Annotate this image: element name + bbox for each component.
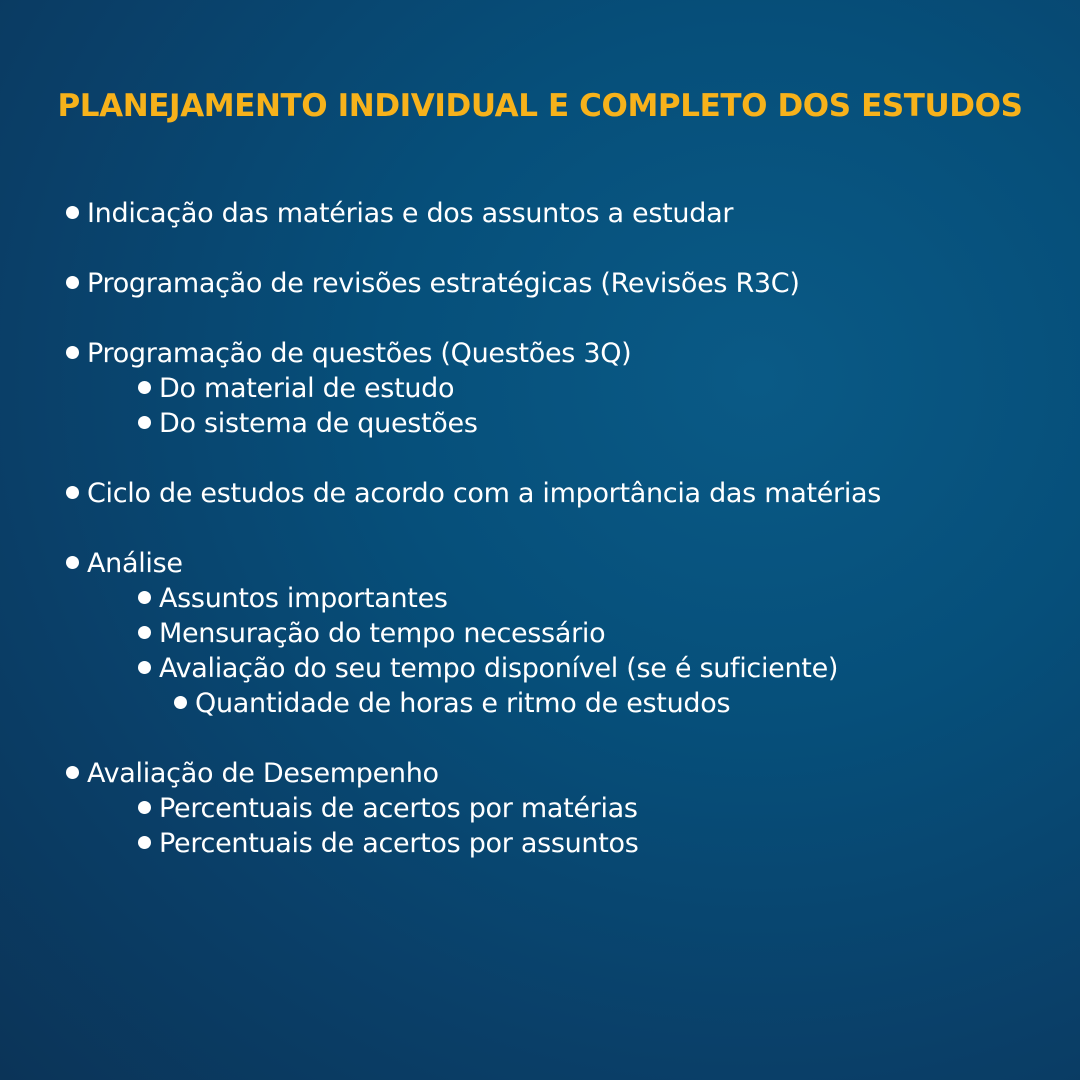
bullet-icon <box>138 801 151 814</box>
sub-list-item-text: Percentuais de acertos por matérias <box>159 793 638 824</box>
sub-list-item <box>66 616 1056 651</box>
sub-list-item <box>66 581 1056 616</box>
sub-list-item-text: Do sistema de questões <box>159 408 478 439</box>
bullet-icon <box>174 696 187 709</box>
sub-list-item <box>66 651 1056 686</box>
study-plan-list <box>66 196 1056 861</box>
sub-sub-list-item <box>66 686 1056 721</box>
sub-list-item <box>66 371 1056 406</box>
bullet-icon <box>66 346 79 359</box>
list-item-text: Programação de questões (Questões 3Q) <box>87 338 632 369</box>
list-item-text: Ciclo de estudos de acordo com a importância das matérias <box>87 478 882 509</box>
list-item <box>66 546 1056 581</box>
bullet-icon <box>66 206 79 219</box>
sub-list-item-text: Assuntos importantes <box>159 583 448 614</box>
sub-list-item <box>66 406 1056 441</box>
list-item <box>66 476 1056 511</box>
bullet-icon <box>66 276 79 289</box>
sub-sub-list-item-text: Quantidade de horas e ritmo de estudos <box>195 688 731 719</box>
list-item <box>66 266 1056 301</box>
bullet-icon <box>138 661 151 674</box>
list-item-text: Programação de revisões estratégicas (Revisões R3C) <box>87 268 800 299</box>
list-item <box>66 196 1056 231</box>
sub-list-item-text: Do material de estudo <box>159 373 455 404</box>
list-item-text: Análise <box>87 548 183 579</box>
sub-list-item-text: Mensuração do tempo necessário <box>159 618 606 649</box>
list-item-text: Indicação das matérias e dos assuntos a estudar <box>87 198 734 229</box>
page-title: PLANEJAMENTO INDIVIDUAL E COMPLETO DOS ESTUDOS <box>57 88 1023 124</box>
list-item <box>66 756 1056 791</box>
sub-list-item-text: Percentuais de acertos por assuntos <box>159 828 639 859</box>
bullet-icon <box>138 381 151 394</box>
sub-list-item-text: Avaliação do seu tempo disponível (se é suficiente) <box>159 653 839 684</box>
list-item-text: Avaliação de Desempenho <box>87 758 439 789</box>
bullet-icon <box>138 626 151 639</box>
bullet-icon <box>66 556 79 569</box>
bullet-icon <box>138 836 151 849</box>
bullet-icon <box>138 591 151 604</box>
sub-list-item <box>66 791 1056 826</box>
bullet-icon <box>66 486 79 499</box>
bullet-icon <box>66 766 79 779</box>
list-item <box>66 336 1056 371</box>
bullet-icon <box>138 416 151 429</box>
sub-list-item <box>66 826 1056 861</box>
